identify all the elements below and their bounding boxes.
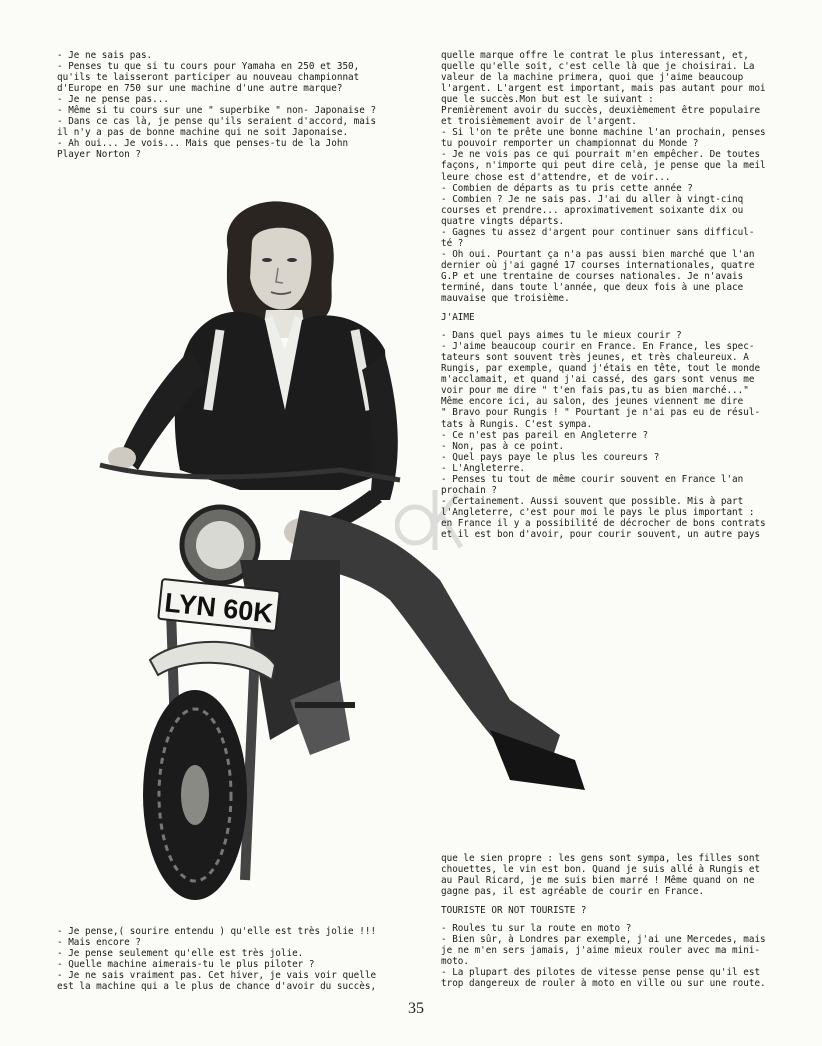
text-line: quelle qu'elle soit, c'est celle là que je choisirai. La — [441, 61, 755, 73]
text-line: trop dangereux de rouler à moto en ville ou sur une route. — [441, 978, 766, 990]
page-number: 35 — [408, 1000, 424, 1017]
section-heading-touriste: TOURISTE OR NOT TOURISTE ? — [441, 905, 587, 917]
text-line: - Je ne pense pas... — [57, 94, 169, 106]
text-line: façons, n'importe qui peut dire celà, je pense que la meil — [441, 160, 766, 172]
text-line: moto. — [441, 956, 469, 968]
text-line: - Penses tu tout de même courir souvent en France l'an — [441, 473, 744, 485]
left-column-bottom — [57, 926, 376, 992]
left-column-top — [57, 50, 376, 160]
text-line: courses et prendre... aproximativement soixante dix ou — [441, 204, 744, 216]
text-line: m'acclamait, et quand j'ai cassé, des gars sont venus me — [441, 374, 755, 386]
text-line: - Je ne sais pas. — [57, 50, 153, 61]
text-line: - Certainement. Aussi souvent que possible. Mis à part — [441, 495, 744, 507]
text-line: l'argent. L'argent est important, mais pas autant pour moi — [441, 83, 766, 95]
text-line: - Quelle machine aimerais-tu le plus piloter ? — [57, 959, 315, 971]
text-line: prochain ? — [441, 484, 497, 496]
text-line: - Je pense seulement qu'elle est très jolie. — [57, 948, 304, 960]
text-line: - Quel pays paye le plus les coureurs ? — [441, 451, 660, 463]
text-line: - Ah oui... Je vois... Mais que penses-tu de la John — [57, 138, 349, 150]
text-line: quatre vingts départs. — [441, 215, 565, 227]
text-line: Player Norton ? — [57, 149, 141, 161]
text-line: - Dans quel pays aimes tu le mieux courir ? — [441, 330, 682, 342]
text-line: Même encore ici, au salon, des jeunes viennent me dire — [441, 396, 744, 408]
text-line: - Dans ce cas là, je pense qu'ils seraient d'accord, mais — [57, 116, 377, 128]
text-line: l'Angleterre, c'est pour moi le pays le plus important : — [441, 506, 755, 518]
text-line: Rungis, par exemple, quand j'étais en tête, tout le monde — [441, 363, 761, 375]
text-line: d'Europe en 750 sur une machine d'une autre marque? — [57, 83, 343, 95]
license-plate: LYN 60K — [163, 587, 275, 629]
text-line: en France il y a possibilité de décrocher de bons contrats — [441, 517, 766, 529]
text-line: tateurs sont souvent très jeunes, et très chaleureux. A — [441, 352, 749, 364]
text-line: - Roules tu sur la route en moto ? — [441, 923, 632, 935]
text-line: - Je pense,( sourire entendu ) qu'elle est très jolie !!! — [57, 926, 377, 937]
text-line: valeur de la machine primera, quoi que j'aime beaucoup — [441, 72, 744, 84]
text-line: - Gagnes tu assez d'argent pour continuer sans difficul- — [441, 226, 755, 238]
text-line: - Mais encore ? — [57, 937, 141, 949]
text-line: té ? — [441, 237, 464, 249]
text-line: je ne m'en sers jamais, j'aime mieux rouler avec ma mini- — [441, 945, 761, 957]
text-line: est la machine qui a le plus de chance d'avoir du succès, — [57, 981, 377, 993]
text-line: " Bravo pour Rungis ! " Pourtant je n'ai pas eu de résul- — [441, 407, 761, 419]
text-line: leure chose est d'attendre, et de voir... — [441, 171, 671, 183]
text-line: - Penses tu que si tu cours pour Yamaha en 250 et 350, — [57, 61, 360, 73]
text-line: et il est bon d'avoir, pour courir souvent, un autre pays — [441, 528, 761, 540]
text-line: qu'ils te laisseront participer au nouveau championnat — [57, 72, 360, 84]
text-line: - Je ne sais vraiment pas. Cet hiver, je vais voir quelle — [57, 970, 377, 982]
text-line: Premièrement avoir du succès, deuxièmement être populaire — [441, 105, 761, 117]
text-line: gagne pas, il est agréable de courir en France. — [441, 886, 705, 898]
text-line: mauvaise que troisième. — [441, 293, 570, 305]
text-line: terminé, dans toute l'année, que deux fois à une place — [441, 281, 744, 293]
rider-motorcycle-photo — [40, 180, 610, 905]
text-line: tats à Rungis. C'est sympa. — [441, 418, 593, 430]
text-line: - Non, pas à ce point. — [441, 440, 565, 452]
right-column-bottom — [441, 853, 766, 990]
text-line: - J'aime beaucoup courir en France. En France, les spec- — [441, 341, 755, 353]
text-line: - Oh oui. Pourtant ça n'a pas aussi bien marché que l'an — [441, 248, 755, 260]
section-heading-jaime: J'AIME — [441, 312, 475, 324]
text-line: - Combien de départs as tu pris cette année ? — [441, 182, 693, 194]
text-line: - L'Angleterre. — [441, 462, 525, 474]
text-line: - Je ne vois pas ce qui pourrait m'en empêcher. De toutes — [441, 149, 761, 161]
text-line: que le succès.Mon but est le suivant : — [441, 94, 654, 106]
text-line: au Paul Ricard, je me suis bien marré ! Même quand on ne — [441, 875, 755, 887]
text-line: quelle marque offre le contrat le plus interessant, et, — [441, 50, 749, 61]
text-line: chouettes, le vin est bon. Quand je suis allé à Rungis et — [441, 864, 761, 876]
text-line: - Combien ? Je ne sais pas. J'ai du aller à vingt-cinq — [441, 193, 744, 205]
text-line: - Bien sûr, à Londres par exemple, j'ai une Mercedes, mais — [441, 934, 766, 946]
text-line: voir pour me dire " t'en fais pas,tu as bien marché..." — [441, 385, 749, 397]
text-line: - Même si tu cours sur une " superbike " non- Japonaise ? — [57, 105, 377, 117]
text-line: il n'y a pas de bonne machine qui ne soit Japonaise. — [57, 127, 349, 139]
text-line: - Si l'on te prête une bonne machine l'an prochain, penses — [441, 127, 766, 139]
text-line: et troisièmement avoir de l'argent. — [441, 116, 637, 128]
text-line: que le sien propre : les gens sont sympa, les filles sont — [441, 853, 761, 864]
text-line: - La plupart des pilotes de vitesse pense pense qu'il est — [441, 967, 761, 979]
text-line: dernier où j'ai gagné 17 courses internationales, quatre — [441, 259, 755, 271]
text-line: - Ce n'est pas pareil en Angleterre ? — [441, 429, 649, 441]
text-line: G.P et une trentaine de courses nationales. Je n'avais — [441, 270, 744, 282]
watermark-logo — [395, 485, 467, 555]
text-line: tu pouvoir remporter un championnat du Monde ? — [441, 138, 699, 150]
